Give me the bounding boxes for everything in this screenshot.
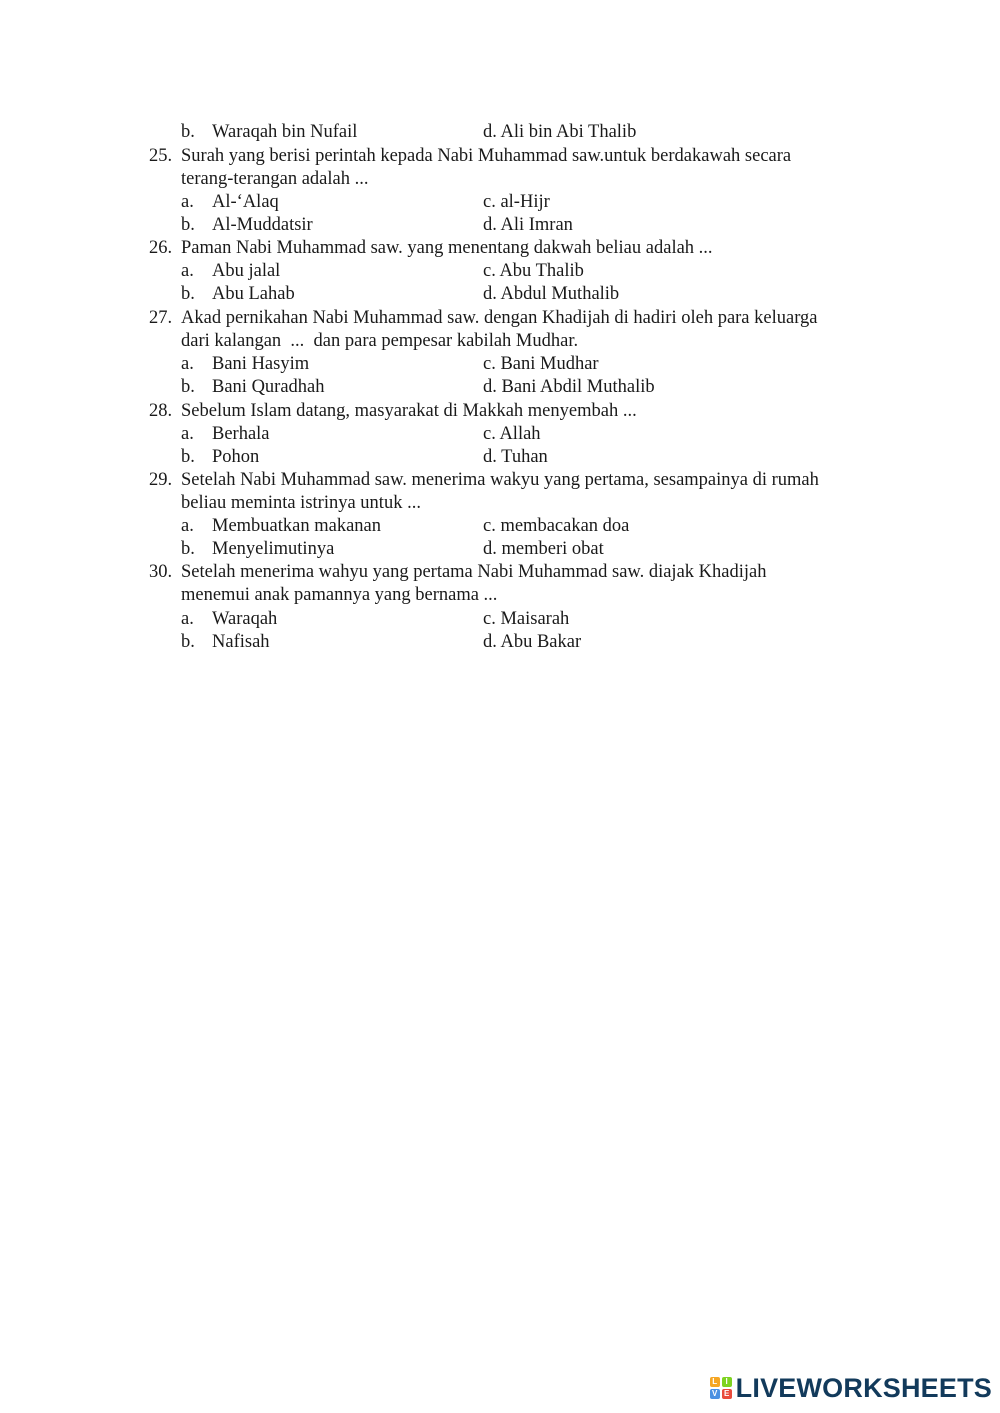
- liveworksheets-logo: [710, 1371, 992, 1405]
- option-b-text: Nafisah: [212, 632, 270, 652]
- question-text-line: Paman Nabi Muhammad saw. yang menentang dakwah beliau adalah ...: [181, 238, 713, 258]
- option-d-text: d. Bani Abdil Muthalib: [483, 377, 655, 397]
- question-number: 25.: [149, 146, 173, 166]
- option-letter-a: a.: [181, 261, 194, 281]
- option-b-text: Waraqah bin Nufail: [212, 122, 358, 142]
- option-letter-b: b.: [181, 377, 195, 397]
- option-d-text: d. Abdul Muthalib: [483, 284, 620, 304]
- question-number: 29.: [149, 470, 173, 490]
- question-text-line: Surah yang berisi perintah kepada Nabi Muhammad saw.untuk berdakawah secara: [181, 146, 792, 166]
- option-c-text: c. Allah: [483, 424, 541, 444]
- option-letter-b: b.: [181, 215, 195, 235]
- option-letter-a: a.: [181, 609, 194, 629]
- question-number: 30.: [149, 562, 173, 582]
- option-letter-a: a.: [181, 516, 194, 536]
- question-text-line: terang-terangan adalah ...: [181, 169, 369, 189]
- option-b-text: Al-Muddatsir: [212, 215, 313, 235]
- logo-letter-l: L: [710, 1377, 720, 1387]
- question-text-line: Sebelum Islam datang, masyarakat di Makkah menyembah ...: [181, 401, 637, 421]
- question-number: 28.: [149, 401, 173, 421]
- option-d-text: d. Ali bin Abi Thalib: [483, 122, 637, 142]
- option-letter-b: b.: [181, 447, 195, 467]
- option-letter-a: a.: [181, 424, 194, 444]
- option-b-text: Pohon: [212, 447, 260, 467]
- question-number: 27.: [149, 308, 173, 328]
- option-letter-b: b.: [181, 632, 195, 652]
- option-c-text: c. Maisarah: [483, 609, 570, 629]
- logo-text: LIVEWORKSHEETS: [735, 1372, 992, 1403]
- logo-letter-e: E: [722, 1389, 732, 1399]
- option-a-text: Abu jalal: [212, 261, 281, 281]
- option-d-text: d. Abu Bakar: [483, 632, 582, 652]
- option-letter-b: b.: [181, 284, 195, 304]
- option-d-text: d. memberi obat: [483, 539, 604, 559]
- option-c-text: c. al-Hijr: [483, 192, 550, 212]
- option-c-text: c. Bani Mudhar: [483, 354, 599, 374]
- option-d-text: d. Ali Imran: [483, 215, 573, 235]
- option-b-text: Menyelimutinya: [212, 539, 335, 559]
- question-text-line: beliau meminta istrinya untuk ...: [181, 493, 421, 513]
- option-a-text: Bani Hasyim: [212, 354, 310, 374]
- option-a-text: Membuatkan makanan: [212, 516, 382, 536]
- option-a-text: Berhala: [212, 424, 270, 444]
- option-letter-b: b.: [181, 122, 195, 142]
- live-logo-icon: [710, 1377, 732, 1399]
- option-a-text: Al-‘Alaq: [212, 192, 279, 212]
- question-text-line: Setelah Nabi Muhammad saw. menerima wakyu yang pertama, sesampainya di rumah: [181, 470, 819, 490]
- option-c-text: c. Abu Thalib: [483, 261, 584, 281]
- option-d-text: d. Tuhan: [483, 447, 548, 467]
- option-letter-a: a.: [181, 192, 194, 212]
- option-c-text: c. membacakan doa: [483, 516, 630, 536]
- logo-letter-i: I: [722, 1377, 732, 1387]
- question-text-line: Setelah menerima wahyu yang pertama Nabi Muhammad saw. diajak Khadijah: [181, 562, 767, 582]
- option-b-text: Bani Quradhah: [212, 377, 325, 397]
- question-text-line: menemui anak pamannya yang bernama ...: [181, 585, 498, 605]
- option-a-text: Waraqah: [212, 609, 278, 629]
- option-letter-a: a.: [181, 354, 194, 374]
- logo-letter-v: V: [710, 1389, 720, 1399]
- option-letter-b: b.: [181, 539, 195, 559]
- question-text-line: Akad pernikahan Nabi Muhammad saw. dengan Khadijah di hadiri oleh para keluarga: [181, 308, 818, 328]
- option-b-text: Abu Lahab: [212, 284, 295, 304]
- question-text-line: dari kalangan ... dan para pempesar kabilah Mudhar.: [181, 331, 579, 351]
- question-number: 26.: [149, 238, 173, 258]
